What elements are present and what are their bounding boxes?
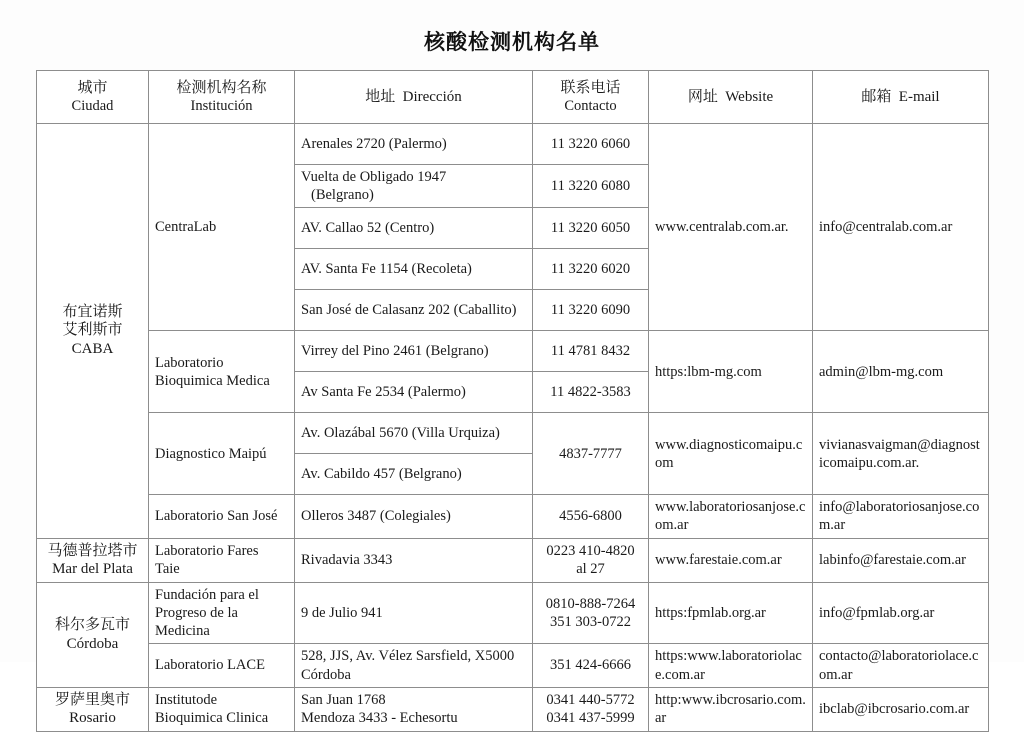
city-name-es: Córdoba [66, 635, 119, 652]
institution-cell-ibc [149, 687, 295, 732]
column-header-phone [533, 71, 649, 124]
address-cell: San José de Calasanz 202 (Caballito) [295, 290, 533, 331]
column-header-website-es: Website [725, 88, 774, 105]
table-row [37, 687, 989, 732]
phone-cell: 11 3220 6060 [533, 124, 649, 165]
address-cell: Av. Olazábal 5670 (Villa Urquiza) [295, 413, 533, 454]
institution-cell-sanjose: Laboratorio San José [149, 495, 295, 538]
table-row [37, 644, 989, 687]
phone-cell: 11 3220 6020 [533, 249, 649, 290]
institution-cell-farestaie [149, 538, 295, 583]
city-name-cn: 罗萨里奥市 [54, 691, 130, 708]
column-header-email-es: E-mail [898, 88, 940, 105]
address-line-2: (Belgrano) [311, 187, 374, 204]
institution-word-instituto: Instituto [155, 692, 204, 709]
email-cell: info@laboratoriosanjose.com.ar [813, 495, 989, 538]
address-cell: Arenales 2720 (Palermo) [295, 124, 533, 165]
column-header-institution-es: Institución [190, 98, 253, 115]
email-cell: info@centralab.com.ar [813, 124, 989, 331]
website-cell: www.centralab.com.ar. [649, 124, 813, 331]
website-cell: www.diagnosticomaipu.com [649, 413, 813, 495]
city-cell-rosario [37, 687, 149, 732]
column-header-phone-es: Contacto [564, 98, 617, 115]
institution-line-1: Laboratorio Fares [155, 543, 259, 560]
phone-cell: 11 3220 6050 [533, 208, 649, 249]
phone-cell: 4837-7777 [533, 413, 649, 495]
table-body [37, 124, 989, 732]
phone-line-1: 0223 410-4820 [546, 543, 635, 560]
column-header-city-cn: 城市 [77, 79, 108, 96]
address-cell: AV. Callao 52 (Centro) [295, 208, 533, 249]
table-row [37, 124, 989, 165]
website-cell: https:fpmlab.org.ar [649, 583, 813, 644]
phone-cell: 11 4781 8432 [533, 331, 649, 372]
institution-cell-centralab: CentraLab [149, 124, 295, 331]
address-cell: Olleros 3487 (Colegiales) [295, 495, 533, 538]
institution-cell-lbm [149, 331, 295, 413]
email-cell: ibclab@ibcrosario.com.ar [813, 687, 989, 732]
header-row [37, 71, 989, 124]
address-cell [295, 644, 533, 687]
website-cell: www.laboratoriosanjose.com.ar [649, 495, 813, 538]
city-cell-mardelplata [37, 538, 149, 583]
table-row [37, 331, 989, 372]
institution-word-de: de [203, 692, 218, 709]
table-row [37, 495, 989, 538]
phone-cell: 11 4822-3583 [533, 372, 649, 413]
address-cell: Virrey del Pino 2461 (Belgrano) [295, 331, 533, 372]
address-cell: AV. Santa Fe 1154 (Recoleta) [295, 249, 533, 290]
phone-cell: 11 3220 6090 [533, 290, 649, 331]
city-name-cn: 科尔多瓦市 [54, 617, 130, 634]
email-cell: labinfo@farestaie.com.ar [813, 538, 989, 583]
address-line-2: Mendoza 3433 - Echesortu [301, 710, 458, 727]
institution-line-3: Medicina [155, 623, 210, 640]
email-cell: admin@lbm-mg.com [813, 331, 989, 413]
institution-line-1: Fundación para el [155, 587, 259, 603]
column-header-phone-cn: 联系电话 [560, 79, 621, 96]
institution-cell-fpm [149, 583, 295, 644]
phone-cell [533, 538, 649, 583]
institution-cell-maipu: Diagnostico Maipú [149, 413, 295, 495]
institution-line-2: Progreso de la [155, 605, 238, 622]
table-row [37, 413, 989, 454]
column-header-city-es: Ciudad [71, 98, 114, 115]
table-row [37, 583, 989, 644]
website-cell: http:www.ibcrosario.com.ar [649, 687, 813, 732]
lab-directory-table [36, 70, 989, 732]
city-name-cn-line1: 布宜诺斯 [62, 303, 123, 320]
column-header-city [37, 71, 149, 124]
email-cell: info@fpmlab.org.ar [813, 583, 989, 644]
website-cell: https:lbm-mg.com [649, 331, 813, 413]
institution-line-2: Taie [155, 561, 180, 578]
column-header-address [295, 71, 533, 124]
address-line-1: San Juan 1768 [301, 692, 386, 709]
column-header-address-es: Dirección [402, 88, 462, 105]
address-line-2: Córdoba [301, 666, 351, 683]
phone-line-1: 0341 440-5772 [546, 692, 635, 709]
table-row [37, 538, 989, 583]
page-title: 核酸检测机构名单 [424, 30, 600, 54]
phone-line-2: al 27 [576, 561, 605, 578]
phone-cell [533, 583, 649, 644]
city-name-es: CABA [71, 341, 114, 358]
phone-line-2: 0341 437-5999 [546, 710, 635, 727]
website-cell: https:www.laboratoriolace.com.ar [649, 644, 813, 687]
column-header-institution [149, 71, 295, 124]
address-cell: Av Santa Fe 2534 (Palermo) [295, 372, 533, 413]
email-cell: vivianasvaigman@diagnosticomaipu.com.ar. [813, 413, 989, 495]
website-cell: www.farestaie.com.ar [649, 538, 813, 583]
city-name-cn-line2: 艾利斯市 [62, 322, 123, 339]
address-cell: Av. Cabildo 457 (Belgrano) [295, 454, 533, 495]
phone-cell [533, 687, 649, 732]
city-name-es: Rosario [69, 710, 116, 727]
phone-cell: 351 424-6666 [533, 644, 649, 687]
address-cell [295, 687, 533, 732]
address-cell: 9 de Julio 941 [295, 583, 533, 644]
column-header-address-cn: 地址 [365, 88, 396, 105]
city-cell-caba [37, 124, 149, 539]
column-header-website-cn: 网址 [687, 88, 718, 105]
table-header [37, 71, 989, 124]
city-cell-cordoba [37, 583, 149, 688]
phone-cell: 4556-6800 [533, 495, 649, 538]
phone-line-2: 351 303-0722 [550, 614, 631, 631]
city-name-cn: 马德普拉塔市 [47, 542, 138, 559]
institution-line-1: Laboratorio [155, 354, 224, 371]
column-header-email-cn: 邮箱 [861, 88, 892, 105]
address-cell: Rivadavia 3343 [295, 538, 533, 583]
institution-line-2: Bioquimica Clinica [155, 710, 269, 727]
institution-line-1 [155, 691, 288, 709]
column-header-email [813, 71, 989, 124]
address-cell [295, 165, 533, 208]
institution-line-2: Bioquimica Medica [155, 372, 270, 389]
address-line-1: 528, JJS, Av. Vélez Sarsfield, X5000 [301, 648, 515, 665]
city-name-es: Mar del Plata [52, 561, 133, 578]
column-header-institution-cn: 检测机构名称 [176, 79, 267, 96]
institution-cell-lace: Laboratorio LACE [149, 644, 295, 687]
email-cell: contacto@laboratoriolace.com.ar [813, 644, 989, 687]
column-header-website [649, 71, 813, 124]
address-line-1: Vuelta de Obligado 1947 [301, 169, 447, 185]
phone-line-1: 0810-888-7264 [545, 596, 636, 613]
phone-cell: 11 3220 6080 [533, 165, 649, 208]
